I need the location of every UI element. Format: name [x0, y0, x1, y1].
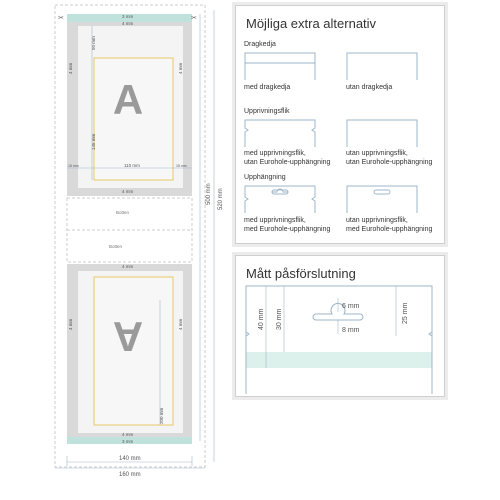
section-zipper: Dragkedja	[244, 41, 276, 48]
dim-25: 25 mm	[402, 302, 409, 324]
seal-strip	[246, 352, 432, 368]
caption-hang-with-line2: med Eurohole-upphängning	[244, 226, 331, 233]
caption-tear-without	[346, 149, 432, 167]
botten-label-1: Botten	[116, 210, 130, 215]
caption-tear-without-line1: utan upprivningsflik,	[346, 150, 408, 157]
caption-hang-without-line2: med Eurohole-upphängning	[346, 226, 433, 233]
zipper-with-icon	[244, 52, 316, 80]
dim-110: 110 mm	[124, 163, 140, 168]
seal-diagram	[236, 284, 444, 394]
bag-top-outline	[246, 286, 432, 394]
dim-520: 520 mm	[218, 188, 224, 210]
seal-dimensions-title: Mått påsförslutning	[246, 266, 356, 281]
dim-top-bar: 3 mm	[122, 14, 134, 19]
dim-500: 500 mm	[206, 183, 212, 205]
seal-dimension-labels	[258, 302, 409, 334]
bag-template-drawing	[0, 0, 230, 500]
caption-zipper-with: med dragkedja	[244, 84, 291, 91]
front-letter: A	[112, 76, 144, 123]
dim-145: 145 mm	[91, 133, 96, 150]
tear-notch-with-icon	[244, 119, 316, 147]
caption-tear-with	[244, 149, 330, 167]
dim-4-left: 4 mm	[68, 62, 73, 74]
dim-top-inner: 4 mm	[122, 21, 134, 26]
dim-40: 40 mm	[258, 308, 265, 330]
dim-4-right-2: 4 mm	[178, 318, 183, 330]
dim-140: 140 mm	[119, 456, 141, 462]
caption-zipper-without: utan dragkedja	[346, 84, 393, 91]
tear-notch-without-icon	[346, 119, 418, 147]
dim-4-mid: 4 mm	[122, 264, 134, 269]
dim-15-left: 15 mm	[68, 164, 79, 168]
scissor-icon-left: ✂	[58, 15, 64, 22]
dim-8: 8 mm	[342, 327, 360, 334]
zipper-without-icon	[346, 52, 418, 80]
dim-15-right: 15 mm	[176, 164, 187, 168]
botten-label-2: Botten	[109, 244, 123, 249]
extra-options-panel	[235, 5, 445, 244]
caption-tear-with-line2: utan Eurohole-upphängning	[244, 159, 331, 166]
section-hanging: Upphängning	[244, 174, 286, 181]
caption-hang-without	[346, 216, 432, 234]
scissor-icon-right: ✂	[191, 15, 197, 22]
caption-tear-without-line2: utan Eurohole-upphängning	[346, 159, 433, 166]
dim-160: 160 mm	[119, 472, 141, 478]
dim-200: 200 mm	[159, 407, 164, 424]
dim-3-bottom-2: 3 mm	[122, 439, 134, 444]
dim-50: 50 mm	[91, 36, 96, 50]
caption-hang-with-line1: med upprivningsflik,	[244, 217, 306, 224]
caption-tear-with-line1: med upprivningsflik,	[244, 150, 306, 157]
seal-dimensions-panel	[235, 255, 445, 397]
dim-4-bottom-2: 4 mm	[122, 432, 134, 437]
caption-hang-with	[244, 216, 330, 234]
extra-options-title: Möjliga extra alternativ	[246, 16, 377, 31]
back-letter: A	[112, 313, 144, 360]
dim-4-right: 4 mm	[178, 62, 183, 74]
dim-30: 30 mm	[276, 308, 283, 330]
dim-4-bottom: 4 mm	[122, 189, 134, 194]
dim-4-left-2: 4 mm	[68, 318, 73, 330]
hanging-with-icon	[244, 185, 316, 213]
dim-6: 6 mm	[342, 303, 360, 310]
hanging-without-tear-icon	[346, 185, 418, 213]
caption-hang-without-line1: utan upprivningsflik,	[346, 217, 408, 224]
section-tear-notch: Upprivningsflik	[244, 108, 290, 115]
